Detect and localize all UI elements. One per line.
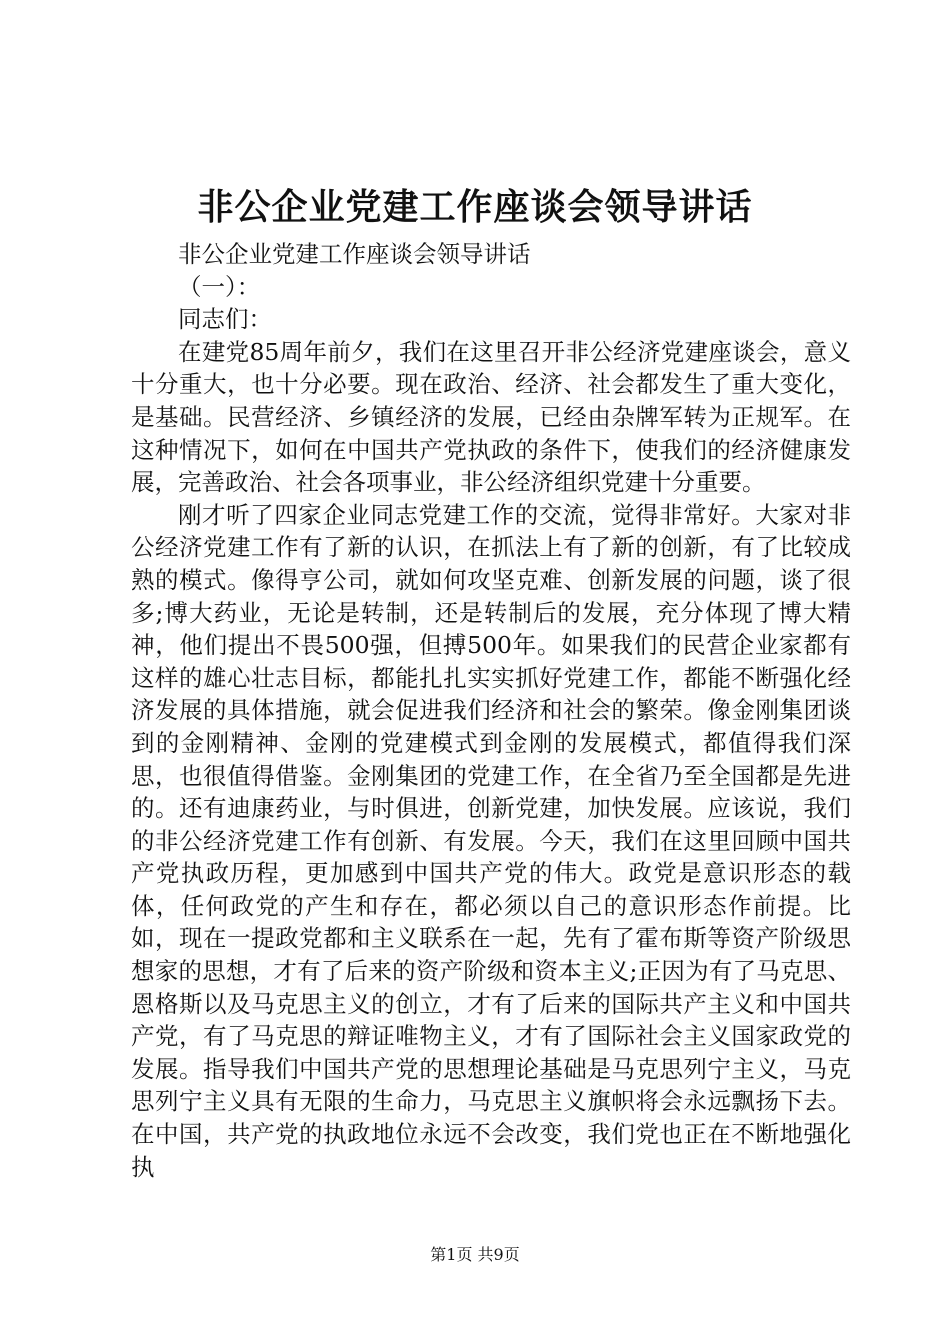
page-number-footer: 第1页 共9页 xyxy=(430,1245,520,1264)
document-title: 非公企业党建工作座谈会领导讲话 xyxy=(197,186,753,228)
document-body xyxy=(131,238,851,1183)
paragraph-body-1: 在建党85周年前夕，我们在这里召开非公经济党建座谈会，意义十分重大，也十分必要。现在政治、经济、社会都发生了重大变化，是基础。民营经济、乡镇经济的发展，已经由杂牌军转为正规军。在这种情况下，如何在中国共产党执政的条件下，使我们的经济健康发展，完善政治、社会各项事业，非公经济组织党建十分重要。 xyxy=(131,337,851,497)
paragraph-body-2: 刚才听了四家企业同志党建工作的交流，觉得非常好。大家对非公经济党建工作有了新的认识，在抓法上有了新的创新，有了比较成熟的模式。像得亨公司，就如何攻坚克难、创新发展的问题，谈了很多;博大药业，无论是转制，还是转制后的发展，充分体现了博大精神，他们提出不畏500强，但搏500年。如果我们的民营企业家都有这样的雄心壮志目标，都能扎扎实实抓好党建工作，都能不断强化经济发展的具体措施，就会促进我们经济和社会的繁荣。像金刚集团谈到的金刚精神、金刚的党建模式到金刚的发展模式，都值得我们深思，也很值得借鉴。金刚集团的党建工作，在全省乃至全国都是先进的。还有迪康药业，与时俱进，创新党建，加快发展。应该说，我们的非公经济党建工作有创新、有发展。今天，我们在这里回顾中国共产党执政历程，更加感到中国共产党的伟大。政党是意识形态的载体，任何政党的产生和存在，都必须以自己的意识形态作前提。比如，现在一提政党都和主义联系在一起，先有了霍布斯等资产阶级思想家的思想，才有了后来的资产阶级和资本主义;正因为有了马克思、恩格斯以及马克思主义的创立，才有了后来的国际共产主义和中国共产党，有了马克思的辩证唯物主义，才有了国际社会主义国家政党的发展。指导我们中国共产党的思想理论基础是马克思列宁主义，马克思列宁主义具有无限的生命力，马克思主义旗帜将会永远飘扬下去。在中国，共产党的执政地位永远不会改变，我们党也正在不断地强化执 xyxy=(131,500,851,1181)
paragraph-section-number: （一）： xyxy=(178,272,261,301)
paragraph-salutation: 同志们： xyxy=(178,305,272,334)
paragraph-subtitle: 非公企业党建工作座谈会领导讲话 xyxy=(178,240,531,268)
